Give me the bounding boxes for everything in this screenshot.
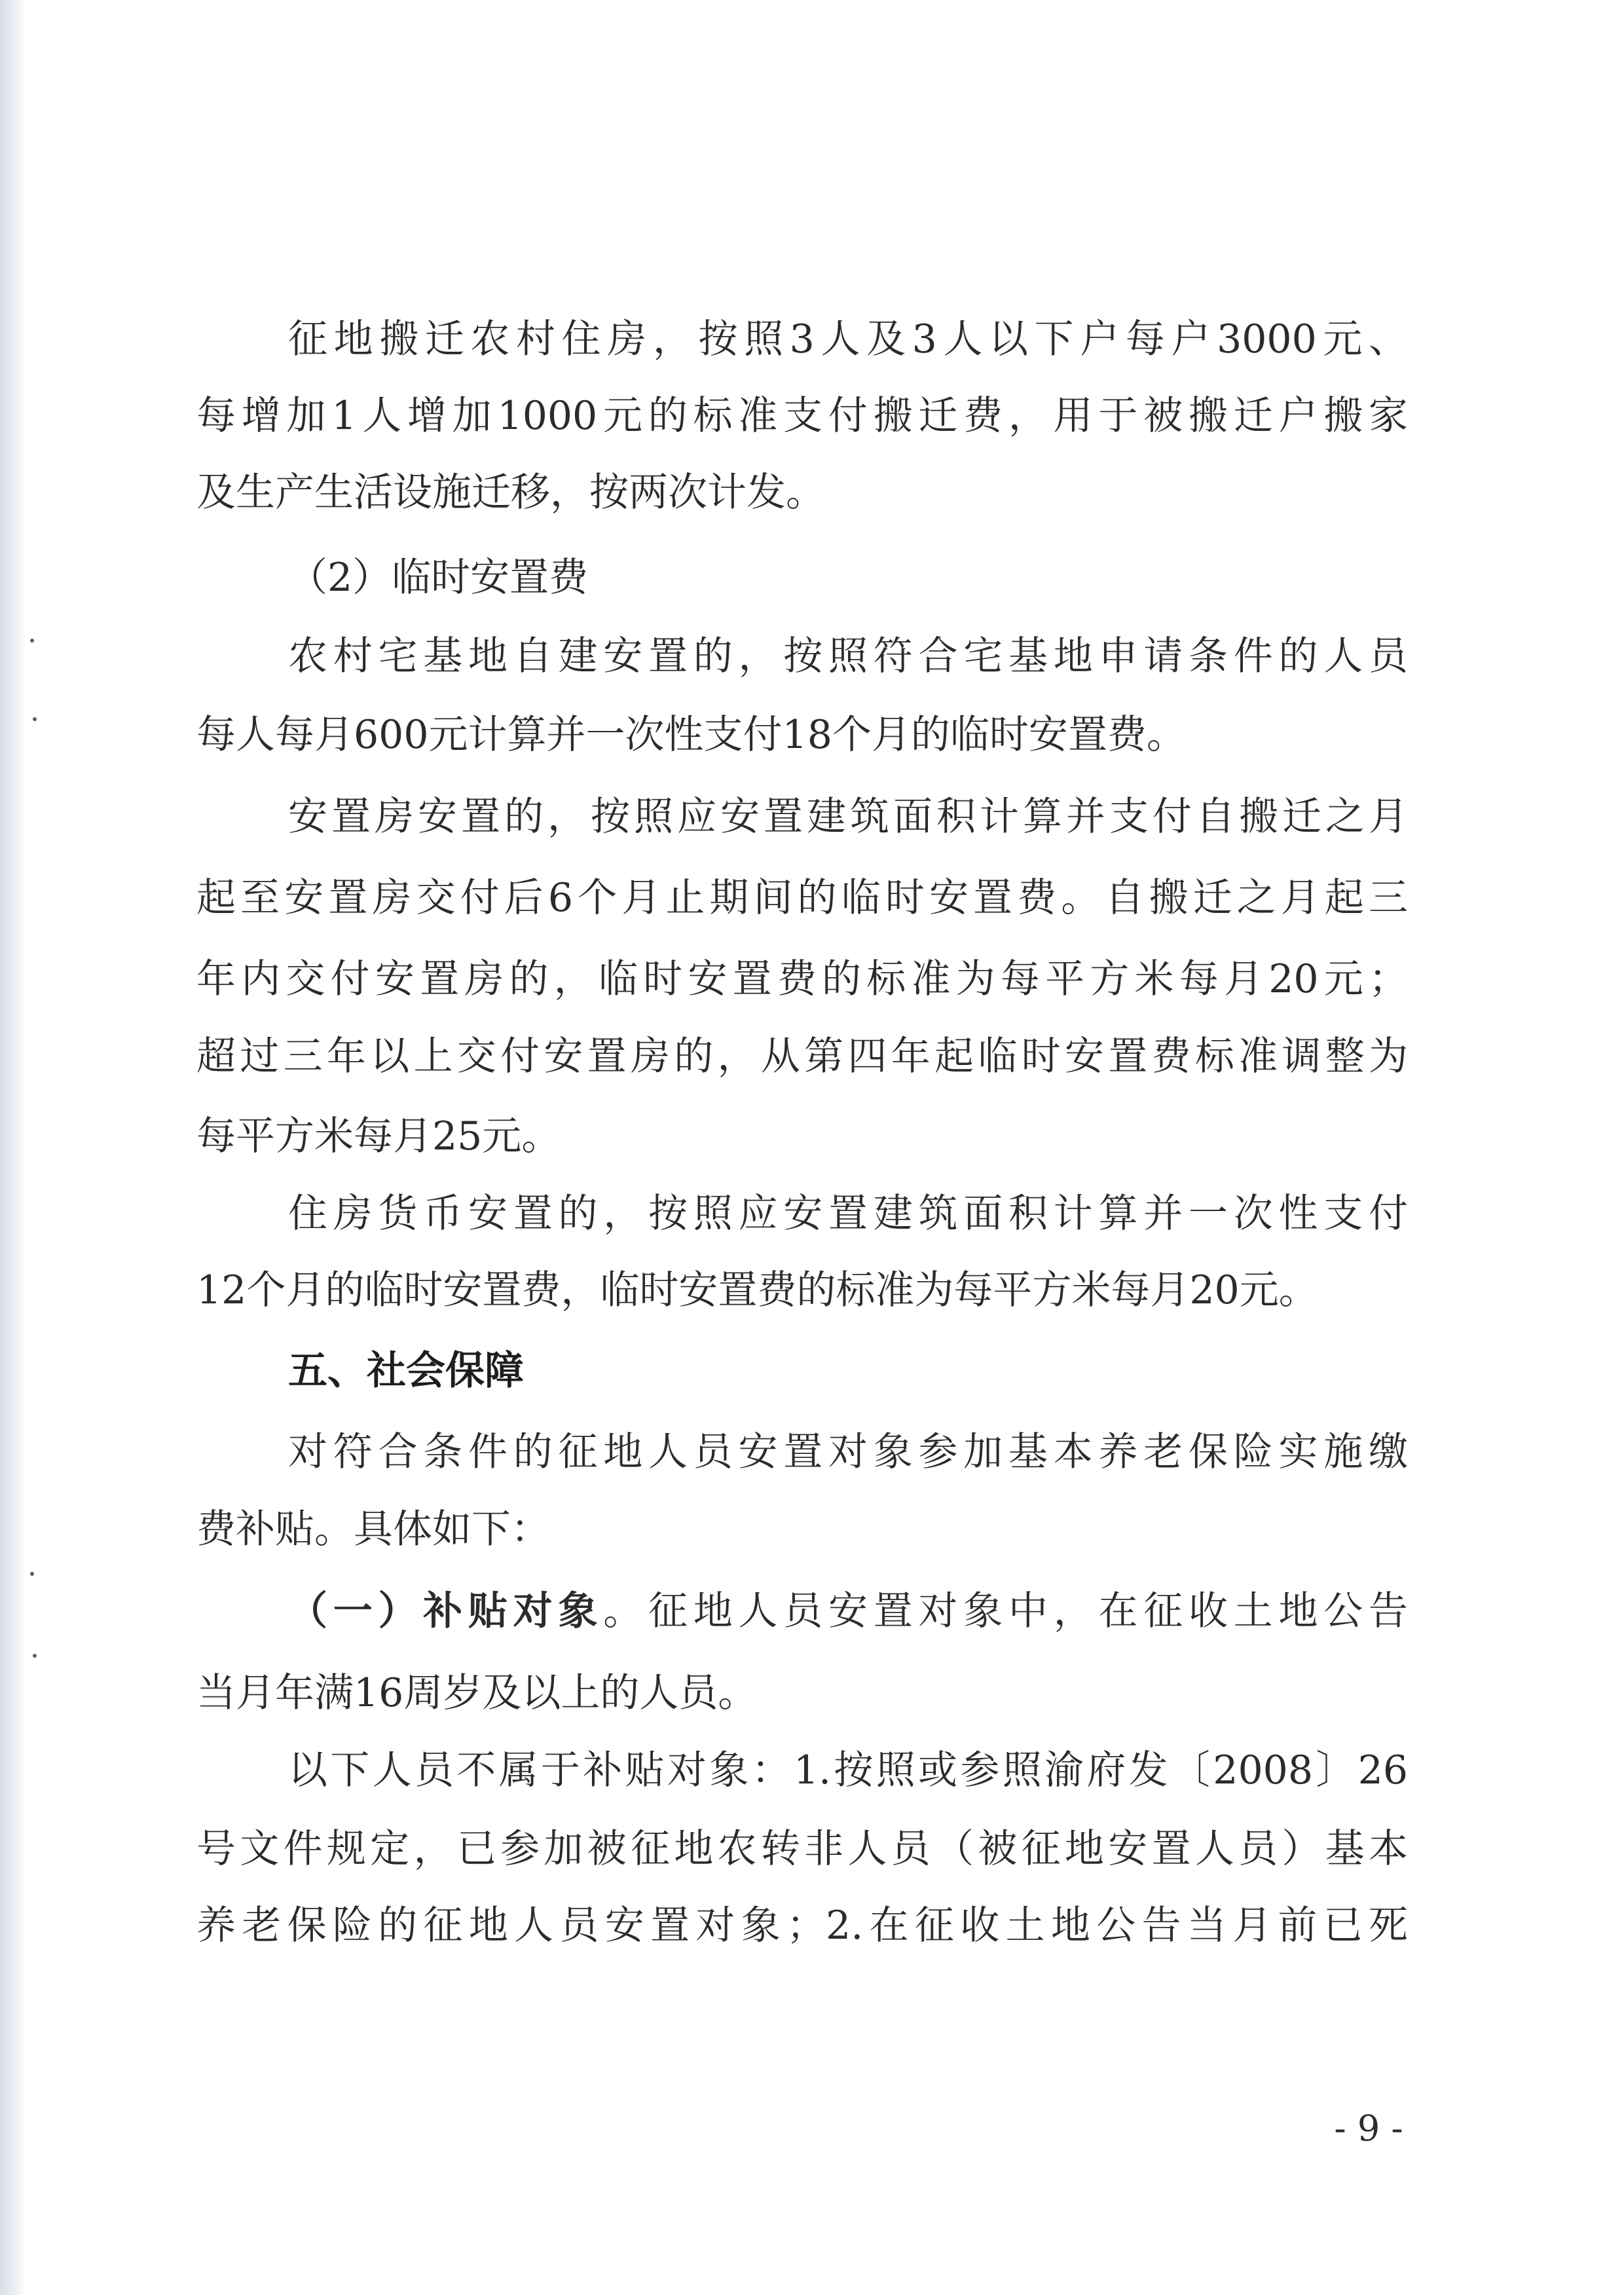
scan-dot — [33, 717, 37, 721]
body-line: 对符合条件的征地人员安置对象参加基本养老保险实施缴 — [288, 1429, 1408, 1475]
subsection-label: （一）补贴对象 — [288, 1588, 604, 1634]
body-line: 12个月的临时安置费，临时安置费的标准为每平方米每月20元。 — [196, 1267, 1318, 1313]
body-line: 征地搬迁农村住房，按照3人及3人以下户每户3000元、 — [288, 316, 1408, 362]
body-line: 安置房安置的，按照应安置建筑面积计算并支付自搬迁之月 — [288, 794, 1408, 840]
body-line: 年内交付安置房的，临时安置费的标准为每平方米每月20元； — [196, 956, 1408, 1002]
body-line — [288, 1575, 1408, 1647]
body-line: 每平方米每月25元。 — [196, 1113, 561, 1159]
body-line: 及生产生活设施迁移，按两次计发。 — [196, 470, 825, 515]
scan-dot — [30, 639, 34, 643]
body-line: 费补贴。具体如下： — [196, 1506, 550, 1552]
body-text-run: 。征地人员安置对象中，在征收土地公告 — [603, 1588, 1408, 1634]
body-line: 每增加1人增加1000元的标准支付搬迁费，用于被搬迁户搬家 — [196, 393, 1408, 439]
body-line: 以下人员不属于补贴对象：1.按照或参照渝府发〔2008〕26 — [288, 1747, 1408, 1793]
section-subheading: （2）临时安置费 — [288, 555, 589, 601]
body-line: 起至安置房交付后6个月止期间的临时安置费。自搬迁之月起三 — [196, 875, 1408, 921]
body-line: 每人每月600元计算并一次性支付18个月的临时安置费。 — [196, 712, 1186, 758]
page-number: - 9 - — [1334, 2108, 1403, 2149]
scan-edge — [0, 0, 26, 2295]
body-line: 号文件规定，已参加被征地农转非人员（被征地安置人员）基本 — [196, 1826, 1408, 1872]
body-line: 养老保险的征地人员安置对象；2.在征收土地公告当月前已死 — [196, 1903, 1408, 1949]
body-line: 当月年满16周岁及以上的人员。 — [196, 1670, 758, 1716]
section-heading: 五、社会保障 — [288, 1348, 524, 1394]
body-line: 农村宅基地自建安置的，按照符合宅基地申请条件的人员 — [288, 633, 1408, 679]
body-line: 超过三年以上交付安置房的，从第四年起临时安置费标准调整为 — [196, 1034, 1408, 1079]
scan-dot — [33, 1654, 37, 1658]
scan-dot — [30, 1572, 34, 1576]
body-line: 住房货币安置的，按照应安置建筑面积计算并一次性支付 — [288, 1191, 1408, 1237]
